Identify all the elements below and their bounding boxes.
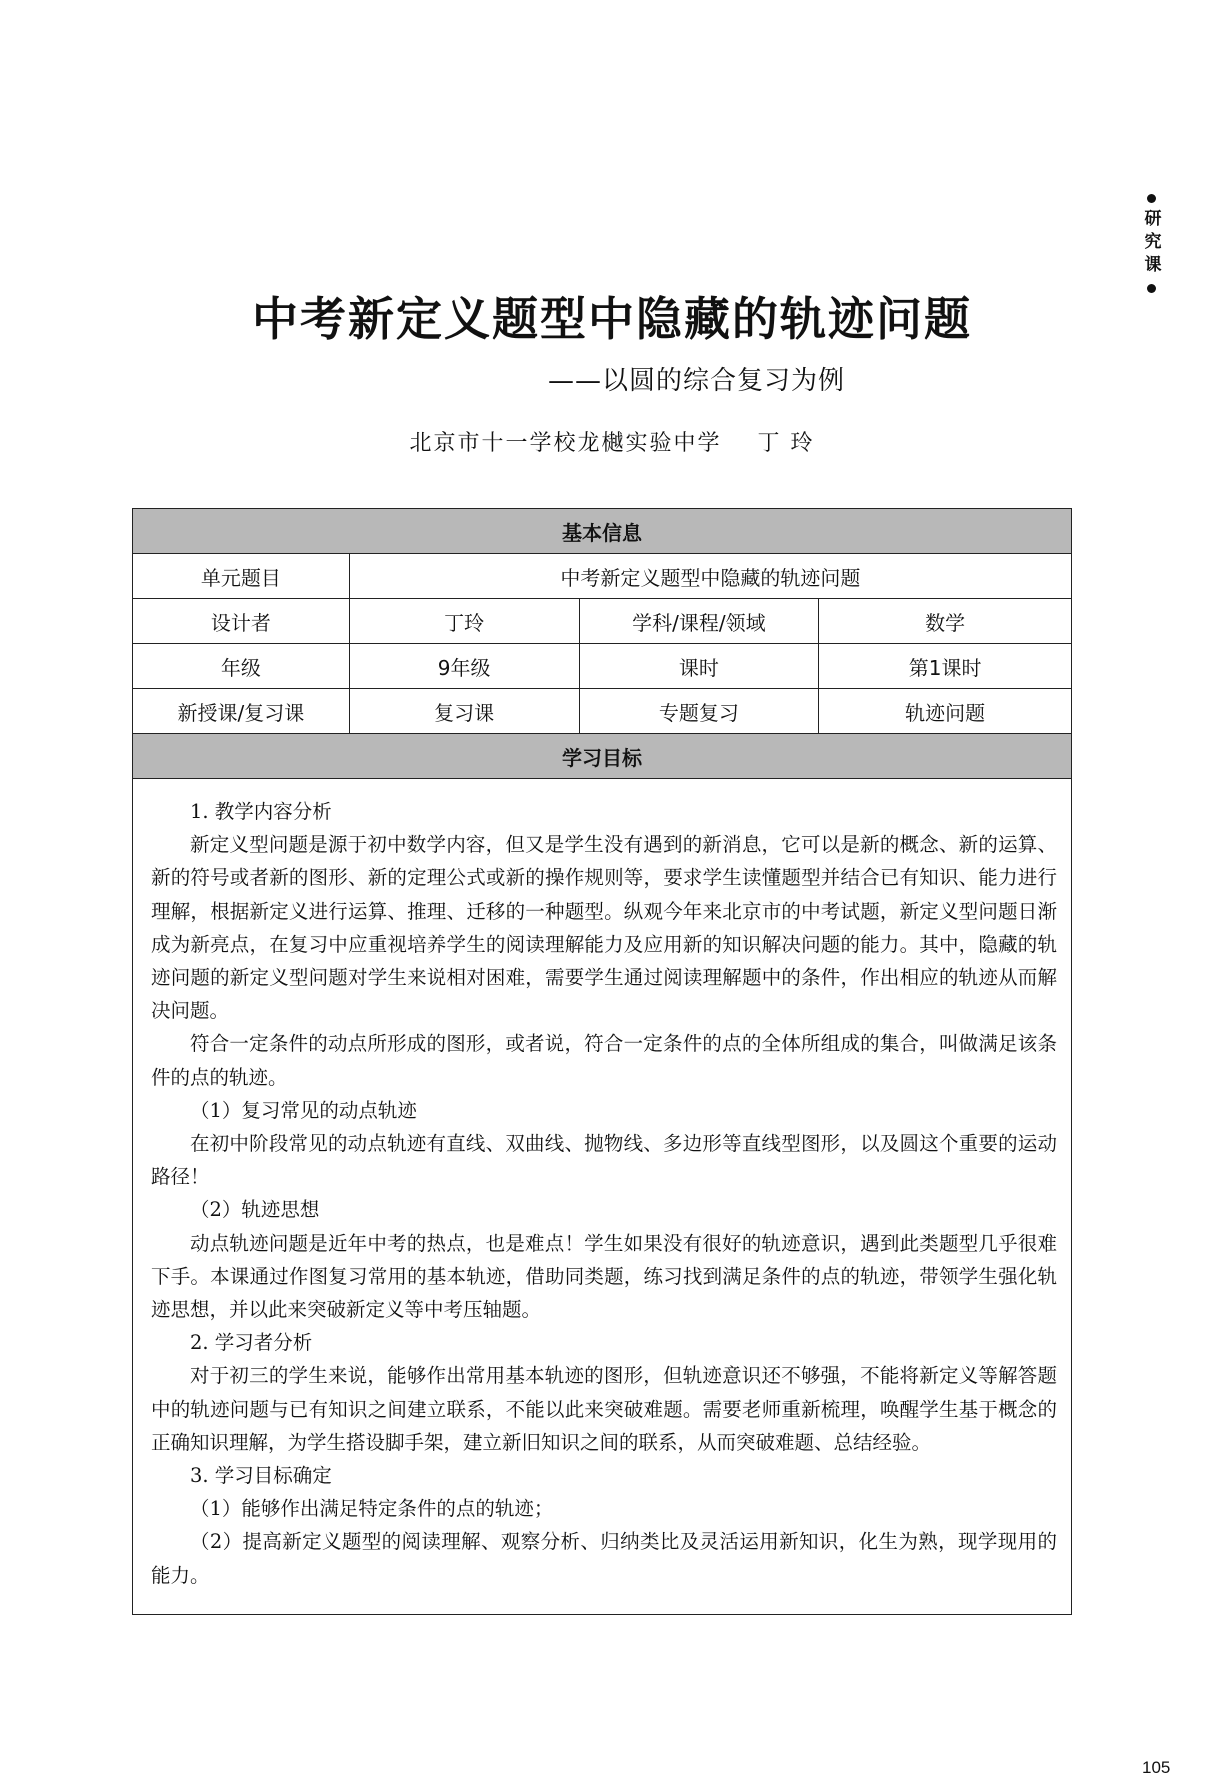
unit-label: 单元题目 bbox=[133, 554, 350, 599]
article-subtitle: ——以圆的综合复习为例 bbox=[548, 366, 846, 396]
designer-label: 设计者 bbox=[133, 599, 350, 644]
paragraph: 动点轨迹问题是近年中考的热点，也是难点！学生如果没有很好的轨迹意识，遇到此类题型几乎很难下手。本课通过作图复习常用的基本轨迹，借助同类题，练习找到满足条件的点的轨迹，带领学生强化轨迹思想，并以此来突破新定义等中考压轴题。 bbox=[151, 1231, 1057, 1322]
learning-goals-body bbox=[133, 779, 1072, 1615]
review-value: 轨迹问题 bbox=[819, 689, 1072, 734]
subsection-heading: （2）轨迹思想 bbox=[190, 1198, 320, 1222]
author-name: 丁 玲 bbox=[757, 431, 815, 456]
article-title: 中考新定义题型中隐藏的轨迹问题 bbox=[252, 292, 972, 346]
lesson-type-label: 新授课/复习课 bbox=[133, 689, 350, 734]
goal-item: （1）能够作出满足特定条件的点的轨迹； bbox=[190, 1497, 554, 1521]
paragraph: 符合一定条件的动点所形成的图形，或者说，符合一定条件的点的全体所组成的集合，叫做满足该条件的点的轨迹。 bbox=[151, 1032, 1057, 1089]
author-school: 北京市十一学校龙樾实验中学 bbox=[409, 431, 722, 456]
page-number: 105 bbox=[1142, 1758, 1171, 1777]
bullet-dot-icon bbox=[1147, 194, 1156, 203]
lesson-info-table bbox=[132, 508, 1072, 1615]
designer-value: 丁玲 bbox=[349, 599, 579, 644]
grade-label: 年级 bbox=[133, 644, 350, 689]
unit-value: 中考新定义题型中隐藏的轨迹问题 bbox=[349, 554, 1071, 599]
section-tab-label: 研究课 bbox=[1140, 209, 1161, 278]
section-heading: 1. 教学内容分析 bbox=[190, 800, 332, 823]
period-label: 课时 bbox=[579, 644, 819, 689]
subject-value: 数学 bbox=[819, 599, 1072, 644]
lesson-type-value: 复习课 bbox=[349, 689, 579, 734]
period-value: 第1课时 bbox=[819, 644, 1072, 689]
basic-info-header: 基本信息 bbox=[133, 509, 1072, 554]
author-line bbox=[0, 426, 1224, 457]
subject-label: 学科/课程/领域 bbox=[579, 599, 819, 644]
paragraph: 对于初三的学生来说，能够作出常用基本轨迹的图形，但轨迹意识还不够强，不能将新定义等解答题中的轨迹问题与已有知识之间建立联系，不能以此来突破难题。需要老师重新梳理，唤醒学生基于概念的正确知识理解，为学生搭设脚手架，建立新旧知识之间的联系，从而突破难题、总结经验。 bbox=[151, 1364, 1057, 1454]
subsection-heading: （1）复习常见的动点轨迹 bbox=[190, 1098, 417, 1122]
section-heading: 2. 学习者分析 bbox=[190, 1331, 313, 1355]
grade-value: 9年级 bbox=[349, 644, 579, 689]
section-heading: 3. 学习目标确定 bbox=[190, 1464, 332, 1488]
goal-item: （2）提高新定义题型的阅读理解、观察分析、归纳类比及灵活运用新知识，化生为熟，现学现用的能力。 bbox=[151, 1530, 1057, 1587]
paragraph: 在初中阶段常见的动点轨迹有直线、双曲线、抛物线、多边形等直线型图形，以及圆这个重要的运动路径！ bbox=[151, 1132, 1057, 1189]
paragraph: 新定义型问题是源于初中数学内容，但又是学生没有遇到的新消息，它可以是新的概念、新的运算、新的符号或者新的图形、新的定理公式或新的操作规则等，要求学生读懂题型并结合已有知识、能力进行理解，根据新定义进行运算、推理、迁移的一种题型。纵观今年来北京市的中考试题，新定义型问题日渐成为新亮点，在复习中应重视培养学生的阅读理解能力及应用新的知识解决问题的能力。其中，隐藏的轨迹问题的新定义型问题对学生来说相对困难，需要学生通过阅读理解题中的条件，作出相应的轨迹从而解决问题。 bbox=[151, 833, 1057, 1023]
review-label: 专题复习 bbox=[579, 689, 819, 734]
learning-goals-header: 学习目标 bbox=[133, 734, 1072, 779]
